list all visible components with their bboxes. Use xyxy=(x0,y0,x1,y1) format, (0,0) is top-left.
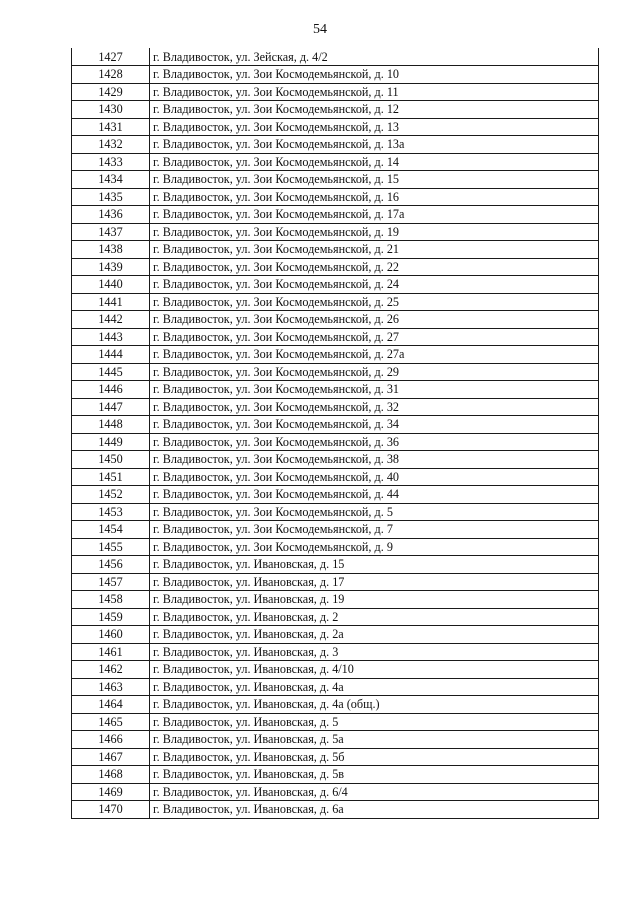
row-number-cell: 1459 xyxy=(72,608,150,626)
table-row xyxy=(72,696,599,714)
table-row xyxy=(72,258,599,276)
table-row xyxy=(72,136,599,154)
address-cell: г. Владивосток, ул. Зои Космодемьянской, д. 22 xyxy=(150,258,599,276)
row-number-cell: 1458 xyxy=(72,591,150,609)
row-number-cell: 1443 xyxy=(72,328,150,346)
row-number-cell: 1456 xyxy=(72,556,150,574)
address-cell: г. Владивосток, ул. Зои Космодемьянской, д. 34 xyxy=(150,416,599,434)
row-number-cell: 1447 xyxy=(72,398,150,416)
row-number-cell: 1450 xyxy=(72,451,150,469)
address-cell: г. Владивосток, ул. Ивановская, д. 15 xyxy=(150,556,599,574)
row-number-cell: 1455 xyxy=(72,538,150,556)
row-number-cell: 1435 xyxy=(72,188,150,206)
table-row xyxy=(72,468,599,486)
address-cell: г. Владивосток, ул. Зои Космодемьянской, д. 40 xyxy=(150,468,599,486)
table-row xyxy=(72,608,599,626)
table-row xyxy=(72,643,599,661)
row-number-cell: 1465 xyxy=(72,713,150,731)
table-row xyxy=(72,591,599,609)
table-row xyxy=(72,101,599,119)
row-number-cell: 1442 xyxy=(72,311,150,329)
table-row xyxy=(72,241,599,259)
address-cell: г. Владивосток, ул. Зои Космодемьянской, д. 25 xyxy=(150,293,599,311)
address-cell: г. Владивосток, ул. Зои Космодемьянской, д. 24 xyxy=(150,276,599,294)
row-number-cell: 1433 xyxy=(72,153,150,171)
table-row xyxy=(72,503,599,521)
address-cell: г. Владивосток, ул. Ивановская, д. 17 xyxy=(150,573,599,591)
table-row xyxy=(72,223,599,241)
table-row xyxy=(72,678,599,696)
address-cell: г. Владивосток, ул. Ивановская, д. 2а xyxy=(150,626,599,644)
row-number-cell: 1444 xyxy=(72,346,150,364)
row-number-cell: 1461 xyxy=(72,643,150,661)
address-cell: г. Владивосток, ул. Ивановская, д. 5в xyxy=(150,766,599,784)
row-number-cell: 1451 xyxy=(72,468,150,486)
address-cell: г. Владивосток, ул. Ивановская, д. 5 xyxy=(150,713,599,731)
row-number-cell: 1449 xyxy=(72,433,150,451)
address-cell: г. Владивосток, ул. Зои Космодемьянской, д. 11 xyxy=(150,83,599,101)
table-row xyxy=(72,328,599,346)
address-cell: г. Владивосток, ул. Зои Космодемьянской, д. 16 xyxy=(150,188,599,206)
address-cell: г. Владивосток, ул. Ивановская, д. 19 xyxy=(150,591,599,609)
address-cell: г. Владивосток, ул. Зои Космодемьянской, д. 13 xyxy=(150,118,599,136)
page-number: 54 xyxy=(313,22,327,37)
table-row xyxy=(72,188,599,206)
row-number-cell: 1454 xyxy=(72,521,150,539)
row-number-cell: 1436 xyxy=(72,206,150,224)
address-cell: г. Владивосток, ул. Ивановская, д. 6а xyxy=(150,801,599,819)
address-cell: г. Владивосток, ул. Зои Космодемьянской, д. 26 xyxy=(150,311,599,329)
table-row xyxy=(72,153,599,171)
row-number-cell: 1468 xyxy=(72,766,150,784)
table-row xyxy=(72,626,599,644)
row-number-cell: 1462 xyxy=(72,661,150,679)
address-cell: г. Владивосток, ул. Ивановская, д. 5б xyxy=(150,748,599,766)
row-number-cell: 1438 xyxy=(72,241,150,259)
table-row xyxy=(72,83,599,101)
table-row xyxy=(72,433,599,451)
address-cell: г. Владивосток, ул. Зои Космодемьянской, д. 38 xyxy=(150,451,599,469)
table-row xyxy=(72,801,599,819)
row-number-cell: 1434 xyxy=(72,171,150,189)
row-number-cell: 1437 xyxy=(72,223,150,241)
table-row xyxy=(72,276,599,294)
row-number-cell: 1446 xyxy=(72,381,150,399)
table-row xyxy=(72,731,599,749)
table-row xyxy=(72,346,599,364)
row-number-cell: 1445 xyxy=(72,363,150,381)
table-row xyxy=(72,398,599,416)
row-number-cell: 1448 xyxy=(72,416,150,434)
address-cell: г. Владивосток, ул. Ивановская, д. 5а xyxy=(150,731,599,749)
table-row xyxy=(72,556,599,574)
table-row xyxy=(72,661,599,679)
row-number-cell: 1469 xyxy=(72,783,150,801)
table-row xyxy=(72,783,599,801)
row-number-cell: 1441 xyxy=(72,293,150,311)
address-cell: г. Владивосток, ул. Зои Космодемьянской, д. 12 xyxy=(150,101,599,119)
row-number-cell: 1430 xyxy=(72,101,150,119)
row-number-cell: 1460 xyxy=(72,626,150,644)
row-number-cell: 1431 xyxy=(72,118,150,136)
address-cell: г. Владивосток, ул. Зои Космодемьянской, д. 36 xyxy=(150,433,599,451)
address-table-body xyxy=(72,48,599,818)
row-number-cell: 1464 xyxy=(72,696,150,714)
table-row xyxy=(72,521,599,539)
table-row xyxy=(72,486,599,504)
address-cell: г. Владивосток, ул. Зои Космодемьянской, д. 27а xyxy=(150,346,599,364)
table-row xyxy=(72,381,599,399)
address-cell: г. Владивосток, ул. Ивановская, д. 2 xyxy=(150,608,599,626)
address-cell: г. Владивосток, ул. Ивановская, д. 3 xyxy=(150,643,599,661)
table-row xyxy=(72,311,599,329)
row-number-cell: 1429 xyxy=(72,83,150,101)
table-row xyxy=(72,451,599,469)
table-row xyxy=(72,293,599,311)
address-cell: г. Владивосток, ул. Зои Космодемьянской, д. 14 xyxy=(150,153,599,171)
row-number-cell: 1470 xyxy=(72,801,150,819)
table-row xyxy=(72,713,599,731)
address-cell: г. Владивосток, ул. Зои Космодемьянской, д. 13а xyxy=(150,136,599,154)
row-number-cell: 1463 xyxy=(72,678,150,696)
table-row xyxy=(72,66,599,84)
row-number-cell: 1440 xyxy=(72,276,150,294)
address-cell: г. Владивосток, ул. Зои Космодемьянской, д. 29 xyxy=(150,363,599,381)
row-number-cell: 1466 xyxy=(72,731,150,749)
row-number-cell: 1439 xyxy=(72,258,150,276)
address-cell: г. Владивосток, ул. Ивановская, д. 4/10 xyxy=(150,661,599,679)
address-cell: г. Владивосток, ул. Зои Космодемьянской, д. 15 xyxy=(150,171,599,189)
table-row xyxy=(72,538,599,556)
table-row xyxy=(72,171,599,189)
table-row xyxy=(72,766,599,784)
row-number-cell: 1467 xyxy=(72,748,150,766)
row-number-cell: 1428 xyxy=(72,66,150,84)
address-cell: г. Владивосток, ул. Зои Космодемьянской, д. 9 xyxy=(150,538,599,556)
table-row xyxy=(72,416,599,434)
address-cell: г. Владивосток, ул. Зои Космодемьянской, д. 27 xyxy=(150,328,599,346)
address-cell: г. Владивосток, ул. Зои Космодемьянской, д. 7 xyxy=(150,521,599,539)
address-cell: г. Владивосток, ул. Зои Космодемьянской, д. 5 xyxy=(150,503,599,521)
address-cell: г. Владивосток, ул. Ивановская, д. 4а (общ.) xyxy=(150,696,599,714)
address-cell: г. Владивосток, ул. Ивановская, д. 6/4 xyxy=(150,783,599,801)
row-number-cell: 1432 xyxy=(72,136,150,154)
address-cell: г. Владивосток, ул. Зои Космодемьянской, д. 10 xyxy=(150,66,599,84)
address-cell: г. Владивосток, ул. Ивановская, д. 4а xyxy=(150,678,599,696)
table-row xyxy=(72,48,599,66)
table-row xyxy=(72,206,599,224)
address-cell: г. Владивосток, ул. Зои Космодемьянской, д. 44 xyxy=(150,486,599,504)
row-number-cell: 1453 xyxy=(72,503,150,521)
table-row xyxy=(72,118,599,136)
address-table xyxy=(71,48,599,819)
table-row xyxy=(72,573,599,591)
row-number-cell: 1452 xyxy=(72,486,150,504)
address-cell: г. Владивосток, ул. Зои Космодемьянской, д. 17а xyxy=(150,206,599,224)
row-number-cell: 1457 xyxy=(72,573,150,591)
address-cell: г. Владивосток, ул. Зои Космодемьянской, д. 32 xyxy=(150,398,599,416)
table-row xyxy=(72,363,599,381)
address-cell: г. Владивосток, ул. Зои Космодемьянской, д. 31 xyxy=(150,381,599,399)
row-number-cell: 1427 xyxy=(72,48,150,66)
table-row xyxy=(72,748,599,766)
address-cell: г. Владивосток, ул. Зои Космодемьянской, д. 21 xyxy=(150,241,599,259)
address-cell: г. Владивосток, ул. Зои Космодемьянской, д. 19 xyxy=(150,223,599,241)
address-cell: г. Владивосток, ул. Зейская, д. 4/2 xyxy=(150,48,599,66)
